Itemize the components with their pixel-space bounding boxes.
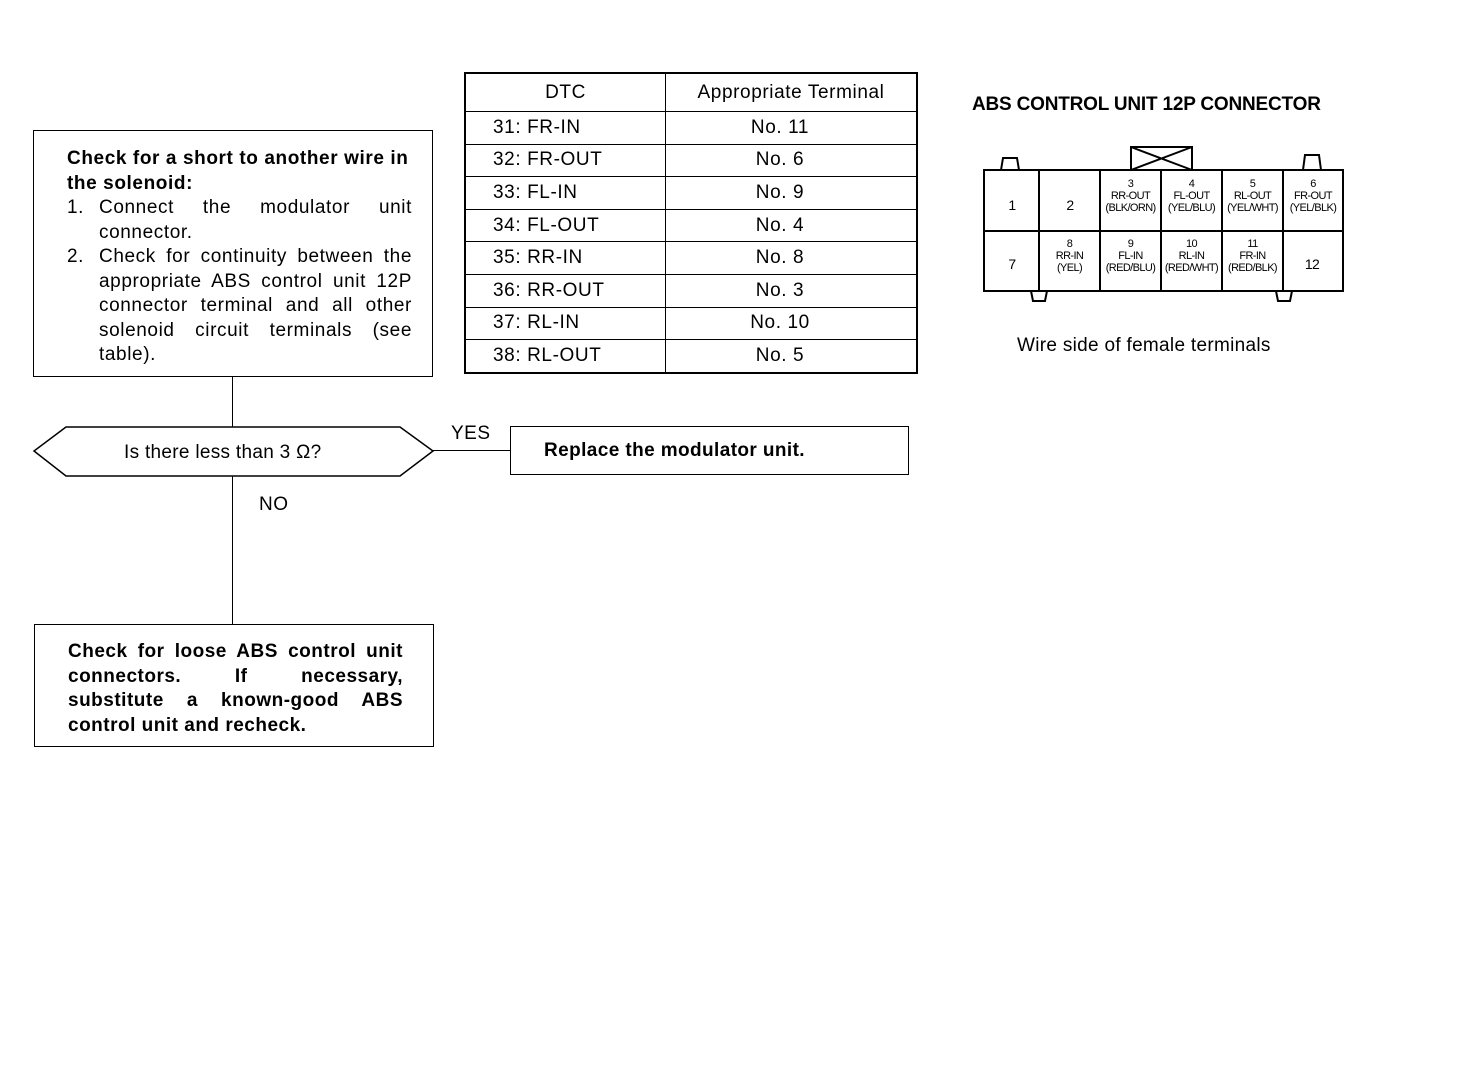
step-text: Connect the modulator unit connector.	[99, 197, 412, 243]
pin-wire-color: (RED/BLU)	[1105, 262, 1156, 274]
pin-signal: RL-IN	[1178, 250, 1205, 262]
pin-signal: RL-OUT	[1233, 190, 1272, 202]
connector-pin-2	[1046, 198, 1094, 212]
connector-title: ABS CONTROL UNIT 12P CONNECTOR	[972, 94, 1321, 115]
terminal-cell: No. 5	[666, 340, 918, 373]
step-number: 1.	[67, 197, 85, 218]
terminal-cell: No. 10	[666, 307, 918, 340]
pin-number: 8	[1066, 238, 1073, 250]
connector-caption: Wire side of female terminals	[1017, 335, 1271, 356]
header-dtc: DTC	[465, 73, 666, 112]
no-action-text: Check for loose ABS control unit connectors. If necessary, substitute a known-good ABS control unit and recheck.	[68, 641, 403, 736]
pin-number: 10	[1185, 238, 1198, 250]
dtc-cell: 38: RL-OUT	[465, 340, 666, 373]
dtc-cell: 31: FR-IN	[465, 112, 666, 145]
dtc-cell: 32: FR-OUT	[465, 144, 666, 177]
dtc-cell: 37: RL-IN	[465, 307, 666, 340]
terminal-cell: No. 8	[666, 242, 918, 275]
connector-pin-5	[1222, 178, 1283, 214]
pin-number: 1	[1008, 197, 1016, 213]
connector-pin-12	[1288, 257, 1336, 271]
connector-pin-9	[1100, 238, 1161, 274]
connector-pin-10	[1161, 238, 1222, 274]
pin-wire-color: (RED/BLK)	[1228, 262, 1277, 274]
pin-signal: RR-IN	[1055, 250, 1084, 262]
connector-pin-8	[1039, 238, 1100, 274]
dtc-cell: 36: RR-OUT	[465, 274, 666, 307]
connector-pin-4	[1161, 178, 1222, 214]
pin-number: 3	[1127, 178, 1134, 190]
terminal-cell: No. 6	[666, 144, 918, 177]
pin-wire-color: (RED/WHT)	[1164, 262, 1219, 274]
pin-number: 11	[1247, 238, 1258, 250]
header-terminal: Appropriate Terminal	[666, 73, 918, 112]
connector-pin-7	[990, 257, 1034, 271]
pin-number: 9	[1127, 238, 1134, 250]
dtc-cell: 34: FL-OUT	[465, 209, 666, 242]
no-label: NO	[259, 494, 289, 515]
pin-wire-color: (BLK/ORN)	[1105, 202, 1156, 214]
pin-number: 7	[1008, 256, 1016, 272]
pin-number: 12	[1304, 256, 1320, 272]
step-number: 2.	[67, 246, 85, 267]
terminal-cell: No. 4	[666, 209, 918, 242]
pin-number: 2	[1066, 197, 1074, 213]
connector-pin-1	[990, 198, 1034, 212]
step-heading: Check for a short to another wire in the solenoid:	[67, 148, 409, 194]
dtc-cell: 33: FL-IN	[465, 177, 666, 210]
pin-signal: FR-IN	[1239, 250, 1266, 262]
pin-wire-color: (YEL)	[1056, 262, 1083, 274]
pin-wire-color: (YEL/BLU)	[1167, 202, 1216, 214]
pin-wire-color: (YEL/WHT)	[1227, 202, 1278, 214]
terminal-cell: No. 11	[666, 112, 918, 145]
connector-pin-3	[1100, 178, 1161, 214]
pin-wire-color: (YEL/BLK)	[1289, 202, 1337, 214]
pin-signal: RR-OUT	[1110, 190, 1151, 202]
yes-action-text: Replace the modulator unit.	[544, 439, 805, 461]
connector-pin-11	[1222, 238, 1283, 274]
pin-number: 6	[1310, 178, 1316, 190]
pin-number: 4	[1188, 178, 1195, 190]
pin-number: 5	[1249, 178, 1256, 190]
step-text: Check for continuity between the appropriate ABS control unit 12P connector terminal and all other solenoid circuit terminals (see table).	[99, 246, 412, 365]
pin-signal: FL-OUT	[1173, 190, 1210, 202]
pin-signal: FR-OUT	[1294, 190, 1332, 202]
pin-signal: FL-IN	[1118, 250, 1143, 262]
decision-question: Is there less than 3 Ω?	[124, 442, 322, 463]
dtc-cell: 35: RR-IN	[465, 242, 666, 275]
terminal-cell: No. 3	[666, 274, 918, 307]
connector-pin-6	[1283, 178, 1343, 214]
terminal-cell: No. 9	[666, 177, 918, 210]
yes-label: YES	[451, 423, 491, 444]
